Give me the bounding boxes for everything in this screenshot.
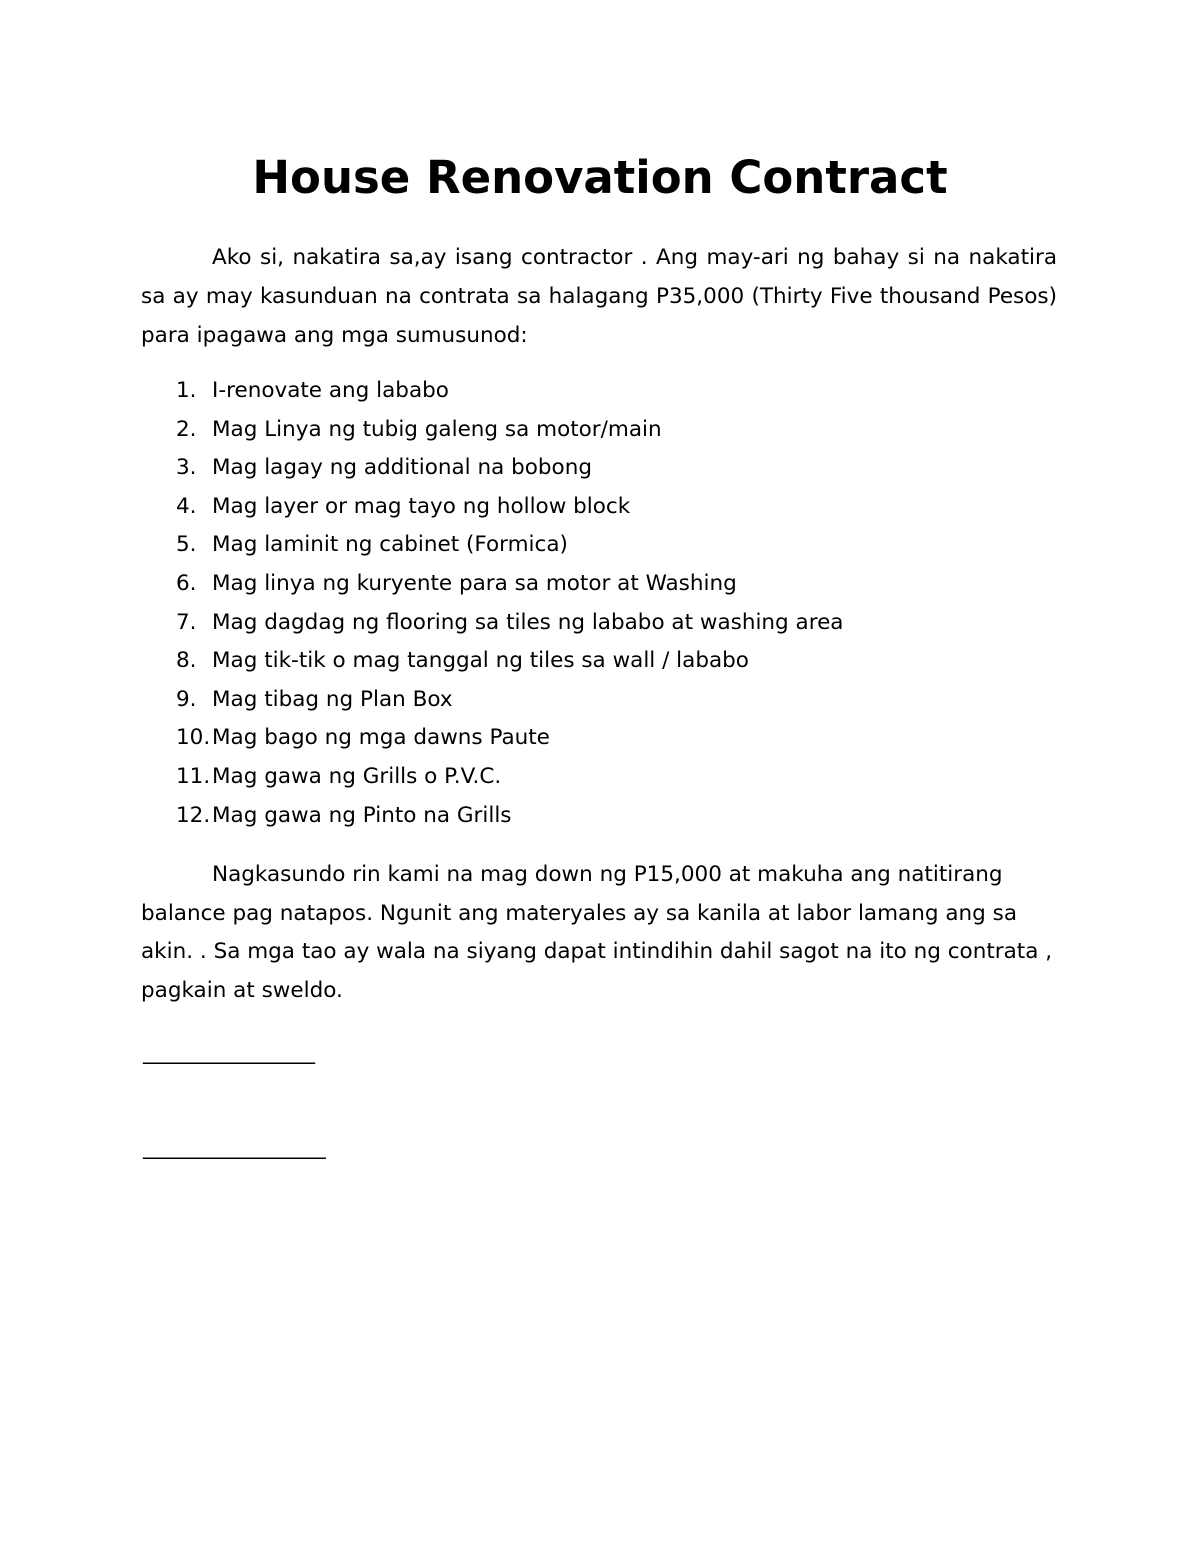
list-item-text: I-renovate ang lababo [212, 378, 449, 403]
list-number: 12. [176, 802, 211, 828]
list-number: 10. [176, 725, 211, 751]
list-item-text: Mag gawa ng Pinto na Grills [212, 802, 512, 828]
list-number: 6. [176, 570, 197, 596]
list-item-text: Mag gawa ng Grills o P.V.C. [212, 763, 502, 789]
task-list [141, 372, 1057, 835]
list-item [141, 797, 1057, 836]
closing-text: Nagkasundo rin kami na mag down ng P15,000 at makuha ang natitirang balance pag natapos. Ngunit ang materyales ay sa kanila at labor lamang ang sa akin. . Sa mga tao ay wala na siyang dapat intindihin dahil sagot na ito ng contrata , pagkain at sweldo. [141, 862, 1053, 1003]
list-number: 3. [176, 455, 197, 481]
list-item [141, 758, 1057, 797]
list-number: 4. [176, 493, 197, 519]
list-item [141, 449, 1057, 488]
list-item [141, 526, 1057, 565]
list-item [141, 488, 1057, 527]
list-item-text: Mag tibag ng Plan Box [212, 686, 453, 712]
list-item [141, 604, 1057, 643]
intro-paragraph [141, 238, 1057, 355]
list-item-text: Mag tik-tik o mag tanggal ng tiles sa wall / lababo [212, 648, 749, 674]
list-item-text: Mag lagay ng additional na bobong [212, 455, 592, 481]
closing-paragraph [141, 856, 1057, 1010]
list-item [141, 372, 1057, 411]
list-item-text: Mag bago ng mga dawns Paute [212, 725, 550, 751]
page-title: House Renovation Contract [252, 151, 948, 204]
list-item-text: Mag laminit ng cabinet (Formica) [212, 532, 568, 558]
signature-line-1: ________________ [143, 1040, 315, 1065]
list-item-text: Mag layer or mag tayo ng hollow block [212, 493, 631, 519]
list-item [141, 719, 1057, 758]
list-number: 1. [176, 378, 197, 403]
list-item-text: Mag Linya ng tubig galeng sa motor/main [212, 416, 662, 442]
list-item [141, 681, 1057, 720]
list-number: 8. [176, 648, 197, 674]
list-number: 2. [176, 416, 197, 442]
list-item [141, 411, 1057, 450]
list-number: 5. [176, 532, 197, 558]
intro-text: Ako si, nakatira sa,ay isang contractor . Ang may-ari ng bahay si na nakatira sa ay may kasunduan na contrata sa halagang P35,000 (Thirty Five thousand Pesos) para ipagawa ang mga sumusunod: [141, 245, 1057, 348]
list-item [141, 565, 1057, 604]
list-item [141, 642, 1057, 681]
list-item-text: Mag dagdag ng flooring sa tiles ng lababo at washing area [212, 609, 844, 635]
list-item-text: Mag linya ng kuryente para sa motor at Washing [212, 570, 737, 596]
signature-line-2: _________________ [143, 1135, 326, 1160]
list-number: 7. [176, 609, 197, 635]
list-number: 11. [176, 763, 211, 789]
list-number: 9. [176, 686, 197, 712]
